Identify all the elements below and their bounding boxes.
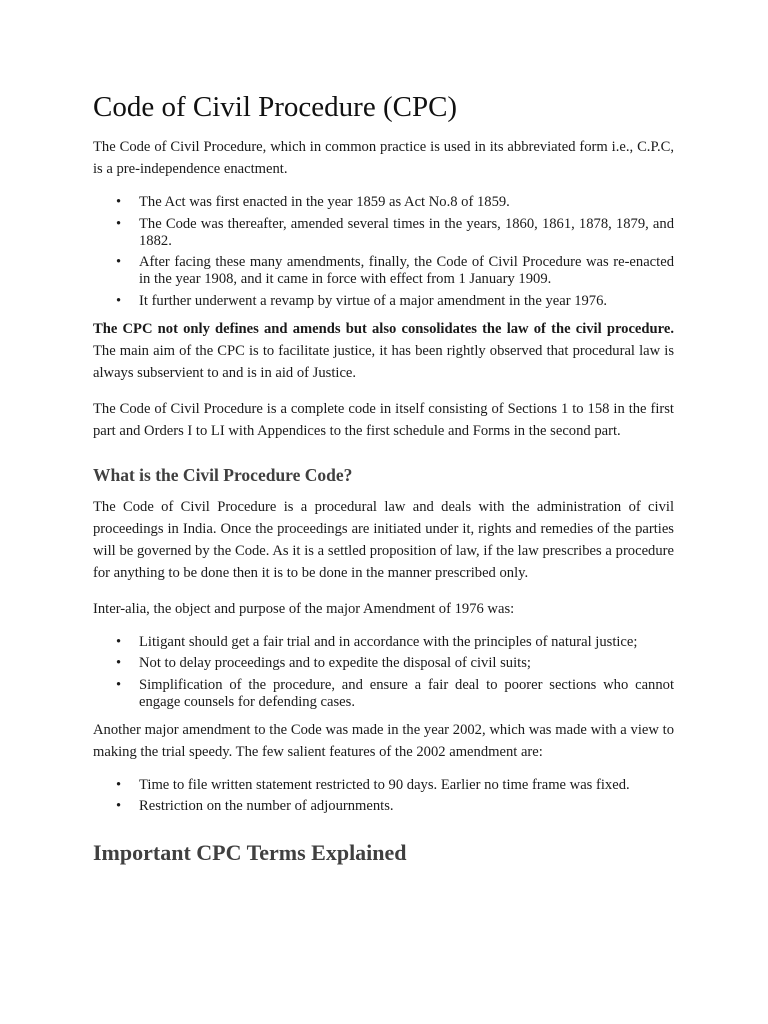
- list-item: • The Act was first enacted in the year 1859 as Act No.8 of 1859.: [139, 194, 674, 211]
- list-item: • Time to file written statement restricted to 90 days. Earlier no time frame was fixed.: [139, 777, 674, 794]
- list-item: • It further underwent a revamp by virtue of a major amendment in the year 1976.: [139, 293, 674, 310]
- page-title: Code of Civil Procedure (CPC): [93, 91, 458, 123]
- amendment-2002-intro: Another major amendment to the Code was made in the year 2002, which was made with a view to making the trial speedy. The few salient features of the 2002 amendment are:: [93, 721, 674, 760]
- amendment-2002-list: [93, 777, 674, 816]
- amendment-1976-list: [93, 634, 674, 711]
- consolidation-paragraph: [93, 318, 674, 384]
- list-item: • The Code was thereafter, amended several times in the years, 1860, 1861, 1878, 1879, and 1882.: [139, 216, 674, 250]
- what-is-heading: What is the Civil Procedure Code?: [93, 464, 353, 485]
- history-list: [93, 194, 674, 310]
- list-item: • Litigant should get a fair trial and in accordance with the principles of natural justice;: [139, 634, 674, 651]
- list-item: • Simplification of the procedure, and ensure a fair deal to poorer sections who cannot engage counsels for defending cases.: [139, 677, 674, 711]
- consolidation-text: The main aim of the CPC is to facilitate justice, it has been rightly observed that procedural law is always subservient to and is in aid of Justice.: [93, 342, 674, 381]
- intro-paragraph: The Code of Civil Procedure, which in common practice is used in its abbreviated form i.e., C.P.C, is a pre-independence enactment.: [93, 139, 674, 177]
- what-is-paragraph: The Code of Civil Procedure is a procedural law and deals with the administration of civil proceedings in India. Once the proceedings are initiated under it, rights and remedies of the parties will be governed by the Code. As it is a settled proposition of law, if the law prescribes a procedure for anything to be done then it is to be done in the manner prescribed only.: [93, 498, 674, 581]
- terms-heading: Important CPC Terms Explained: [93, 840, 407, 865]
- list-item: • Not to delay proceedings and to expedite the disposal of civil suits;: [139, 655, 674, 672]
- list-item: • After facing these many amendments, finally, the Code of Civil Procedure was re-enacted in the year 1908, and it came in force with effect from 1 January 1909.: [139, 254, 674, 288]
- consolidation-bold-text: The CPC not only defines and amends but also consolidates the law of the civil procedure.: [93, 320, 674, 337]
- document-page: [93, 88, 674, 867]
- amendment-1976-intro: Inter-alia, the object and purpose of the major Amendment of 1976 was:: [93, 600, 515, 617]
- list-item: • Restriction on the number of adjournments.: [139, 798, 674, 815]
- structure-paragraph: The Code of Civil Procedure is a complete code in itself consisting of Sections 1 to 158 in the first part and Orders I to LI with Appendices to the first schedule and Forms in the second part.: [93, 400, 674, 439]
